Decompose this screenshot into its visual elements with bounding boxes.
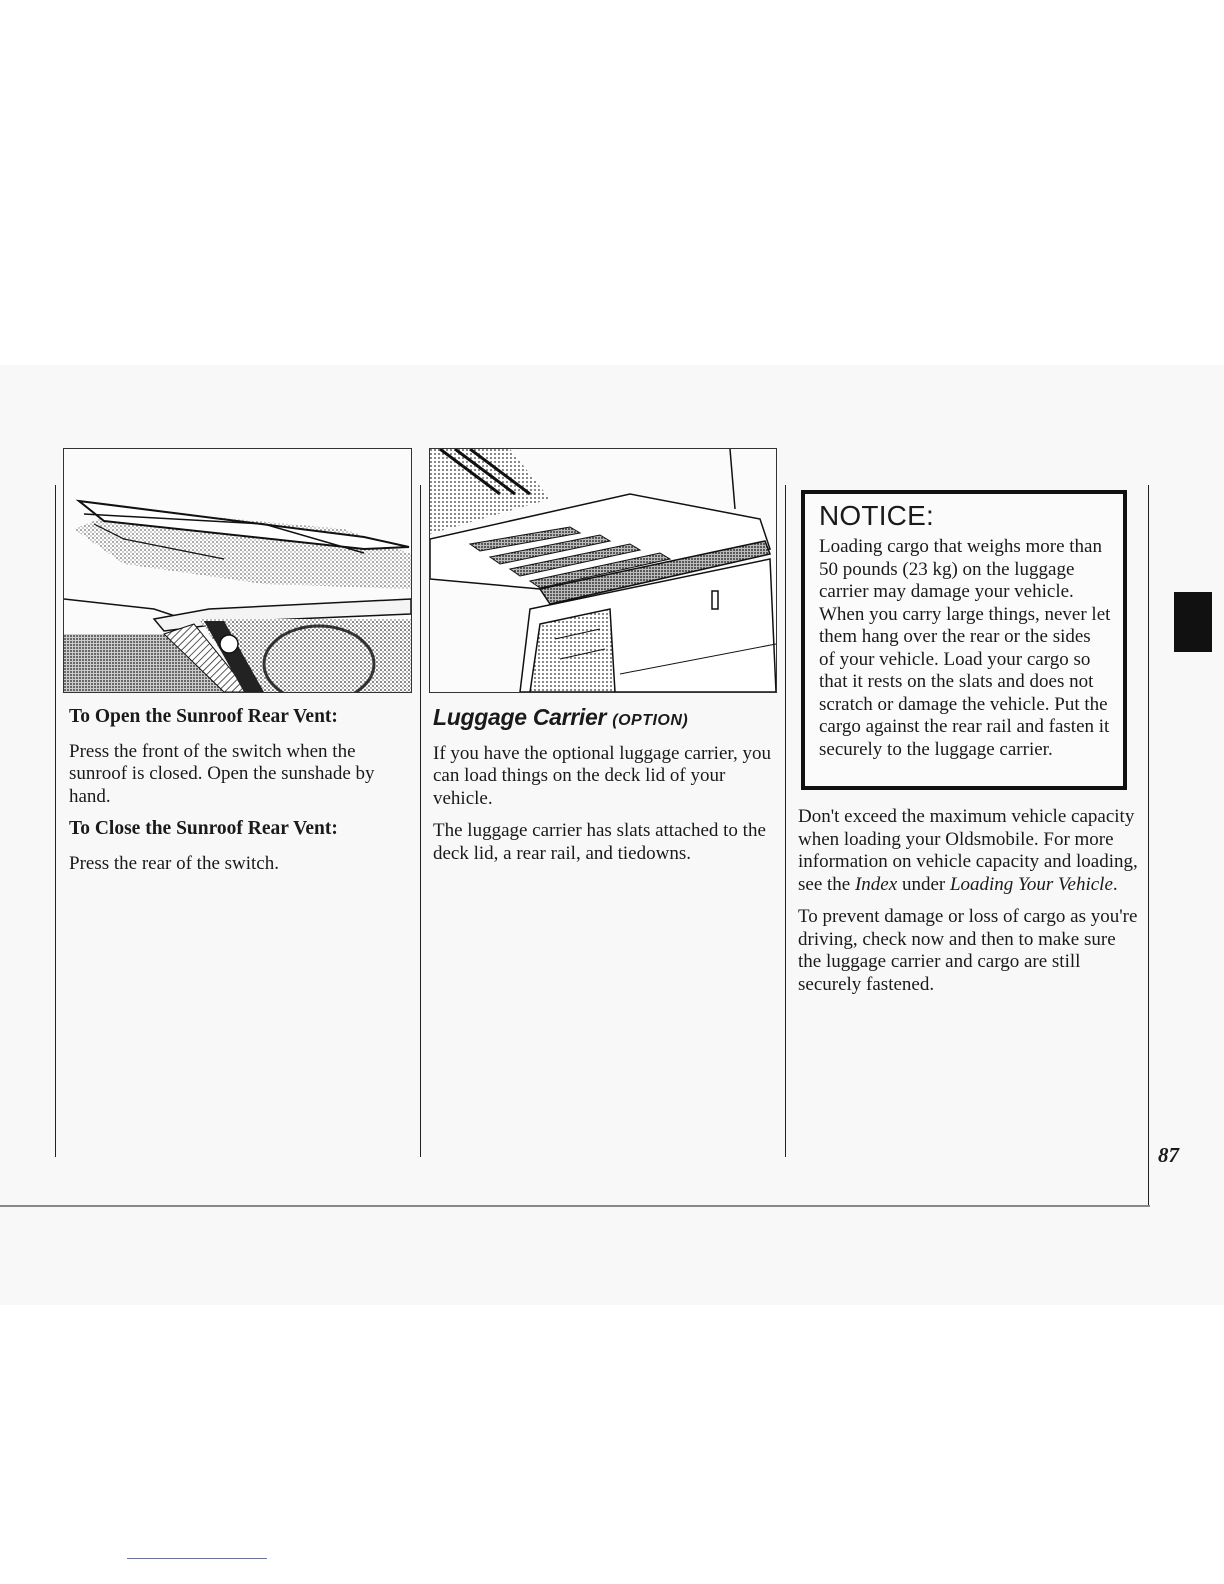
option-label: (OPTION): [612, 712, 689, 729]
right-column-text: [798, 806, 1140, 1006]
column-rule-outer: [1148, 485, 1149, 1205]
left-column-text: [69, 706, 414, 885]
index-reference: Index: [854, 873, 898, 895]
cargo-check-paragraph: To prevent damage or loss of cargo as you're driving, check now and then to make sure the luggage carrier and cargo are still securely fastened.: [798, 906, 1138, 995]
page-number: 87: [1158, 1143, 1179, 1167]
luggage-carrier-paragraph-1: If you have the optional luggage carrier, you can load things on the deck lid of your vehicle.: [433, 742, 771, 809]
luggage-carrier-title-text: Luggage Carrier: [433, 704, 607, 730]
notice-box: [801, 490, 1127, 790]
vehicle-capacity-text: Don't exceed the maximum vehicle capacity when loading your Oldsmobile. For more information on vehicle capacity and loading, see the: [798, 806, 1138, 895]
vehicle-capacity-period: .: [1112, 873, 1118, 895]
column-rule-left: [55, 485, 56, 1157]
page-bottom-rule: [0, 1205, 1150, 1207]
footer-line: [127, 1558, 267, 1559]
open-sunroof-vent-heading: To Open the Sunroof Rear Vent:: [69, 706, 338, 727]
section-thumb-tab: [1174, 592, 1212, 652]
vehicle-capacity-under: under: [897, 873, 950, 895]
column-rule-right: [785, 485, 786, 1157]
luggage-carrier-illustration: [429, 448, 777, 693]
close-sunroof-vent-heading: To Close the Sunroof Rear Vent:: [69, 818, 338, 839]
notice-text: Loading cargo that weighs more than 50 pounds (23 kg) on the luggage carrier may damage your vehicle. When you carry large things, never let them hang over the rear or the sides of your vehicle. Load your cargo so that it rests on the slats and does not scratch or damage the vehicle. Put the cargo against the rear rail and fasten it securely to the luggage carrier.: [819, 536, 1111, 760]
notice-title: NOTICE:: [819, 500, 934, 531]
luggage-carrier-title: [433, 706, 778, 733]
close-sunroof-vent-text: Press the rear of the switch.: [69, 852, 279, 874]
luggage-carrier-paragraph-2: The luggage carrier has slats attached to the deck lid, a rear rail, and tiedowns.: [433, 820, 766, 864]
middle-column-text: [433, 706, 778, 875]
loading-your-vehicle-reference: Loading Your Vehicle: [949, 873, 1113, 895]
vehicle-capacity-paragraph: [798, 806, 1140, 896]
column-rule-middle: [420, 485, 421, 1157]
open-sunroof-vent-text: Press the front of the switch when the sunroof is closed. Open the sunshade by hand.: [69, 740, 375, 807]
sunroof-rear-vent-illustration: [63, 448, 412, 693]
